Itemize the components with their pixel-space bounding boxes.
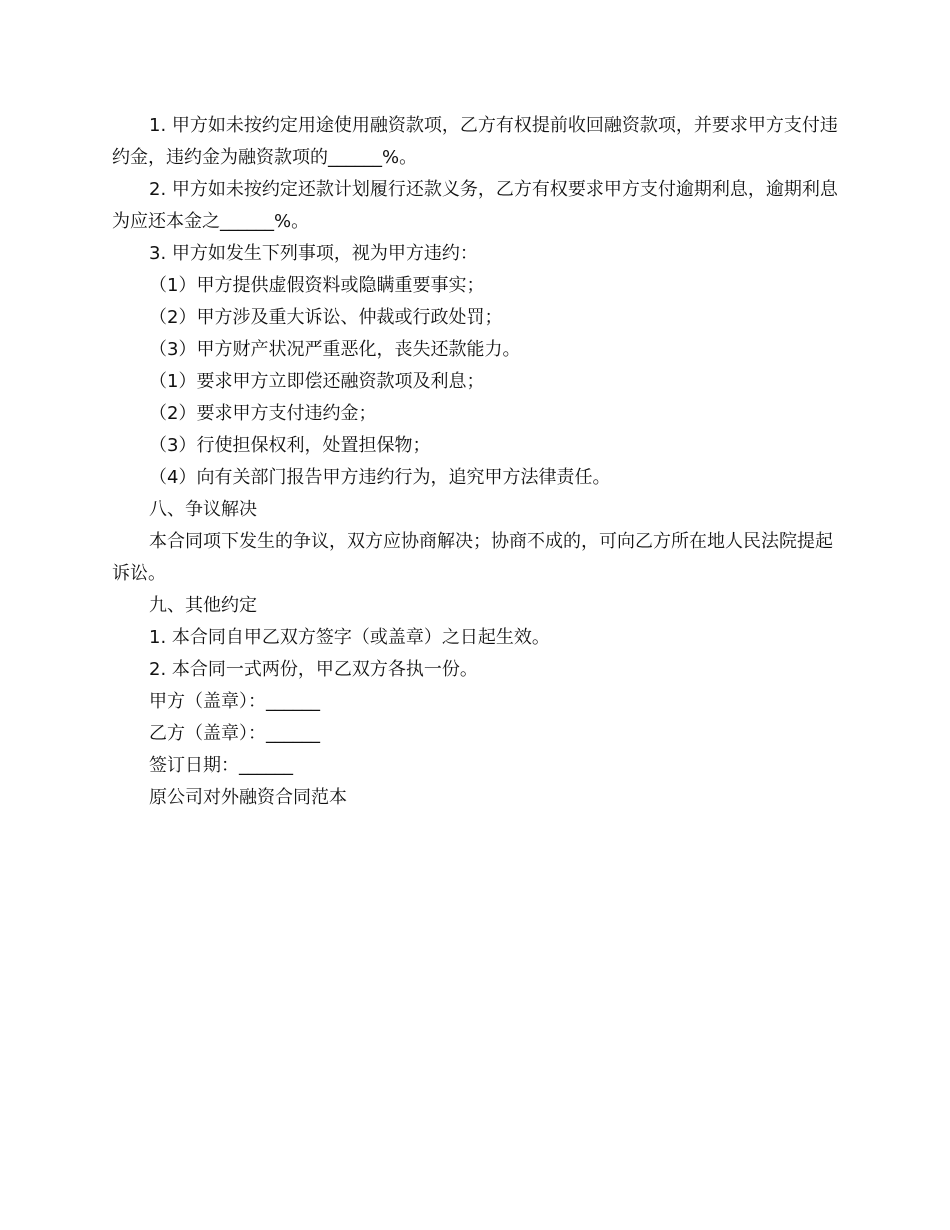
default-item-litigation: （2）甲方涉及重大诉讼、仲裁或行政处罚； — [149, 307, 503, 328]
clause-dispute-resolution: 本合同项下发生的争议，双方应协商解决；协商不成的，可向乙方所在地人民法院提起诉讼。 — [112, 531, 833, 584]
clause-misuse-penalty: 1. 甲方如未按约定用途使用融资款项，乙方有权提前收回融资款项，并要求甲方支付违约金，违约金为融资款项的______%。 — [112, 115, 838, 168]
section-heading-other: 九、其他约定 — [149, 595, 257, 616]
section-heading-dispute: 八、争议解决 — [149, 499, 257, 520]
clause-overdue-interest: 2. 甲方如未按约定还款计划履行还款义务，乙方有权要求甲方支付逾期利息，逾期利息为应还本金之______%。 — [112, 179, 838, 232]
clause-default-events: 3. 甲方如发生下列事项，视为甲方违约： — [149, 243, 478, 264]
signature-party-a: 甲方（盖章）：______ — [149, 691, 320, 712]
clause-effective-date: 1. 本合同自甲乙双方签字（或盖章）之日起生效。 — [149, 627, 550, 648]
remedy-item-report: （4）向有关部门报告甲方违约行为，追究甲方法律责任。 — [149, 467, 611, 488]
default-item-financial-deterioration: （3）甲方财产状况严重恶化，丧失还款能力。 — [149, 339, 521, 360]
remedy-item-penalty: （2）要求甲方支付违约金； — [149, 403, 377, 424]
document-body — [112, 110, 842, 814]
remedy-item-collateral: （3）行使担保权利，处置担保物； — [149, 435, 431, 456]
clause-copies: 2. 本合同一式两份，甲乙双方各执一份。 — [149, 659, 478, 680]
signing-date: 签订日期：______ — [149, 755, 293, 776]
signature-party-b: 乙方（盖章）：______ — [149, 723, 320, 744]
default-item-false-info: （1）甲方提供虚假资料或隐瞒重要事实； — [149, 275, 485, 296]
remedy-item-repay: （1）要求甲方立即偿还融资款项及利息； — [149, 371, 485, 392]
document-footer-title: 原公司对外融资合同范本 — [149, 787, 347, 808]
